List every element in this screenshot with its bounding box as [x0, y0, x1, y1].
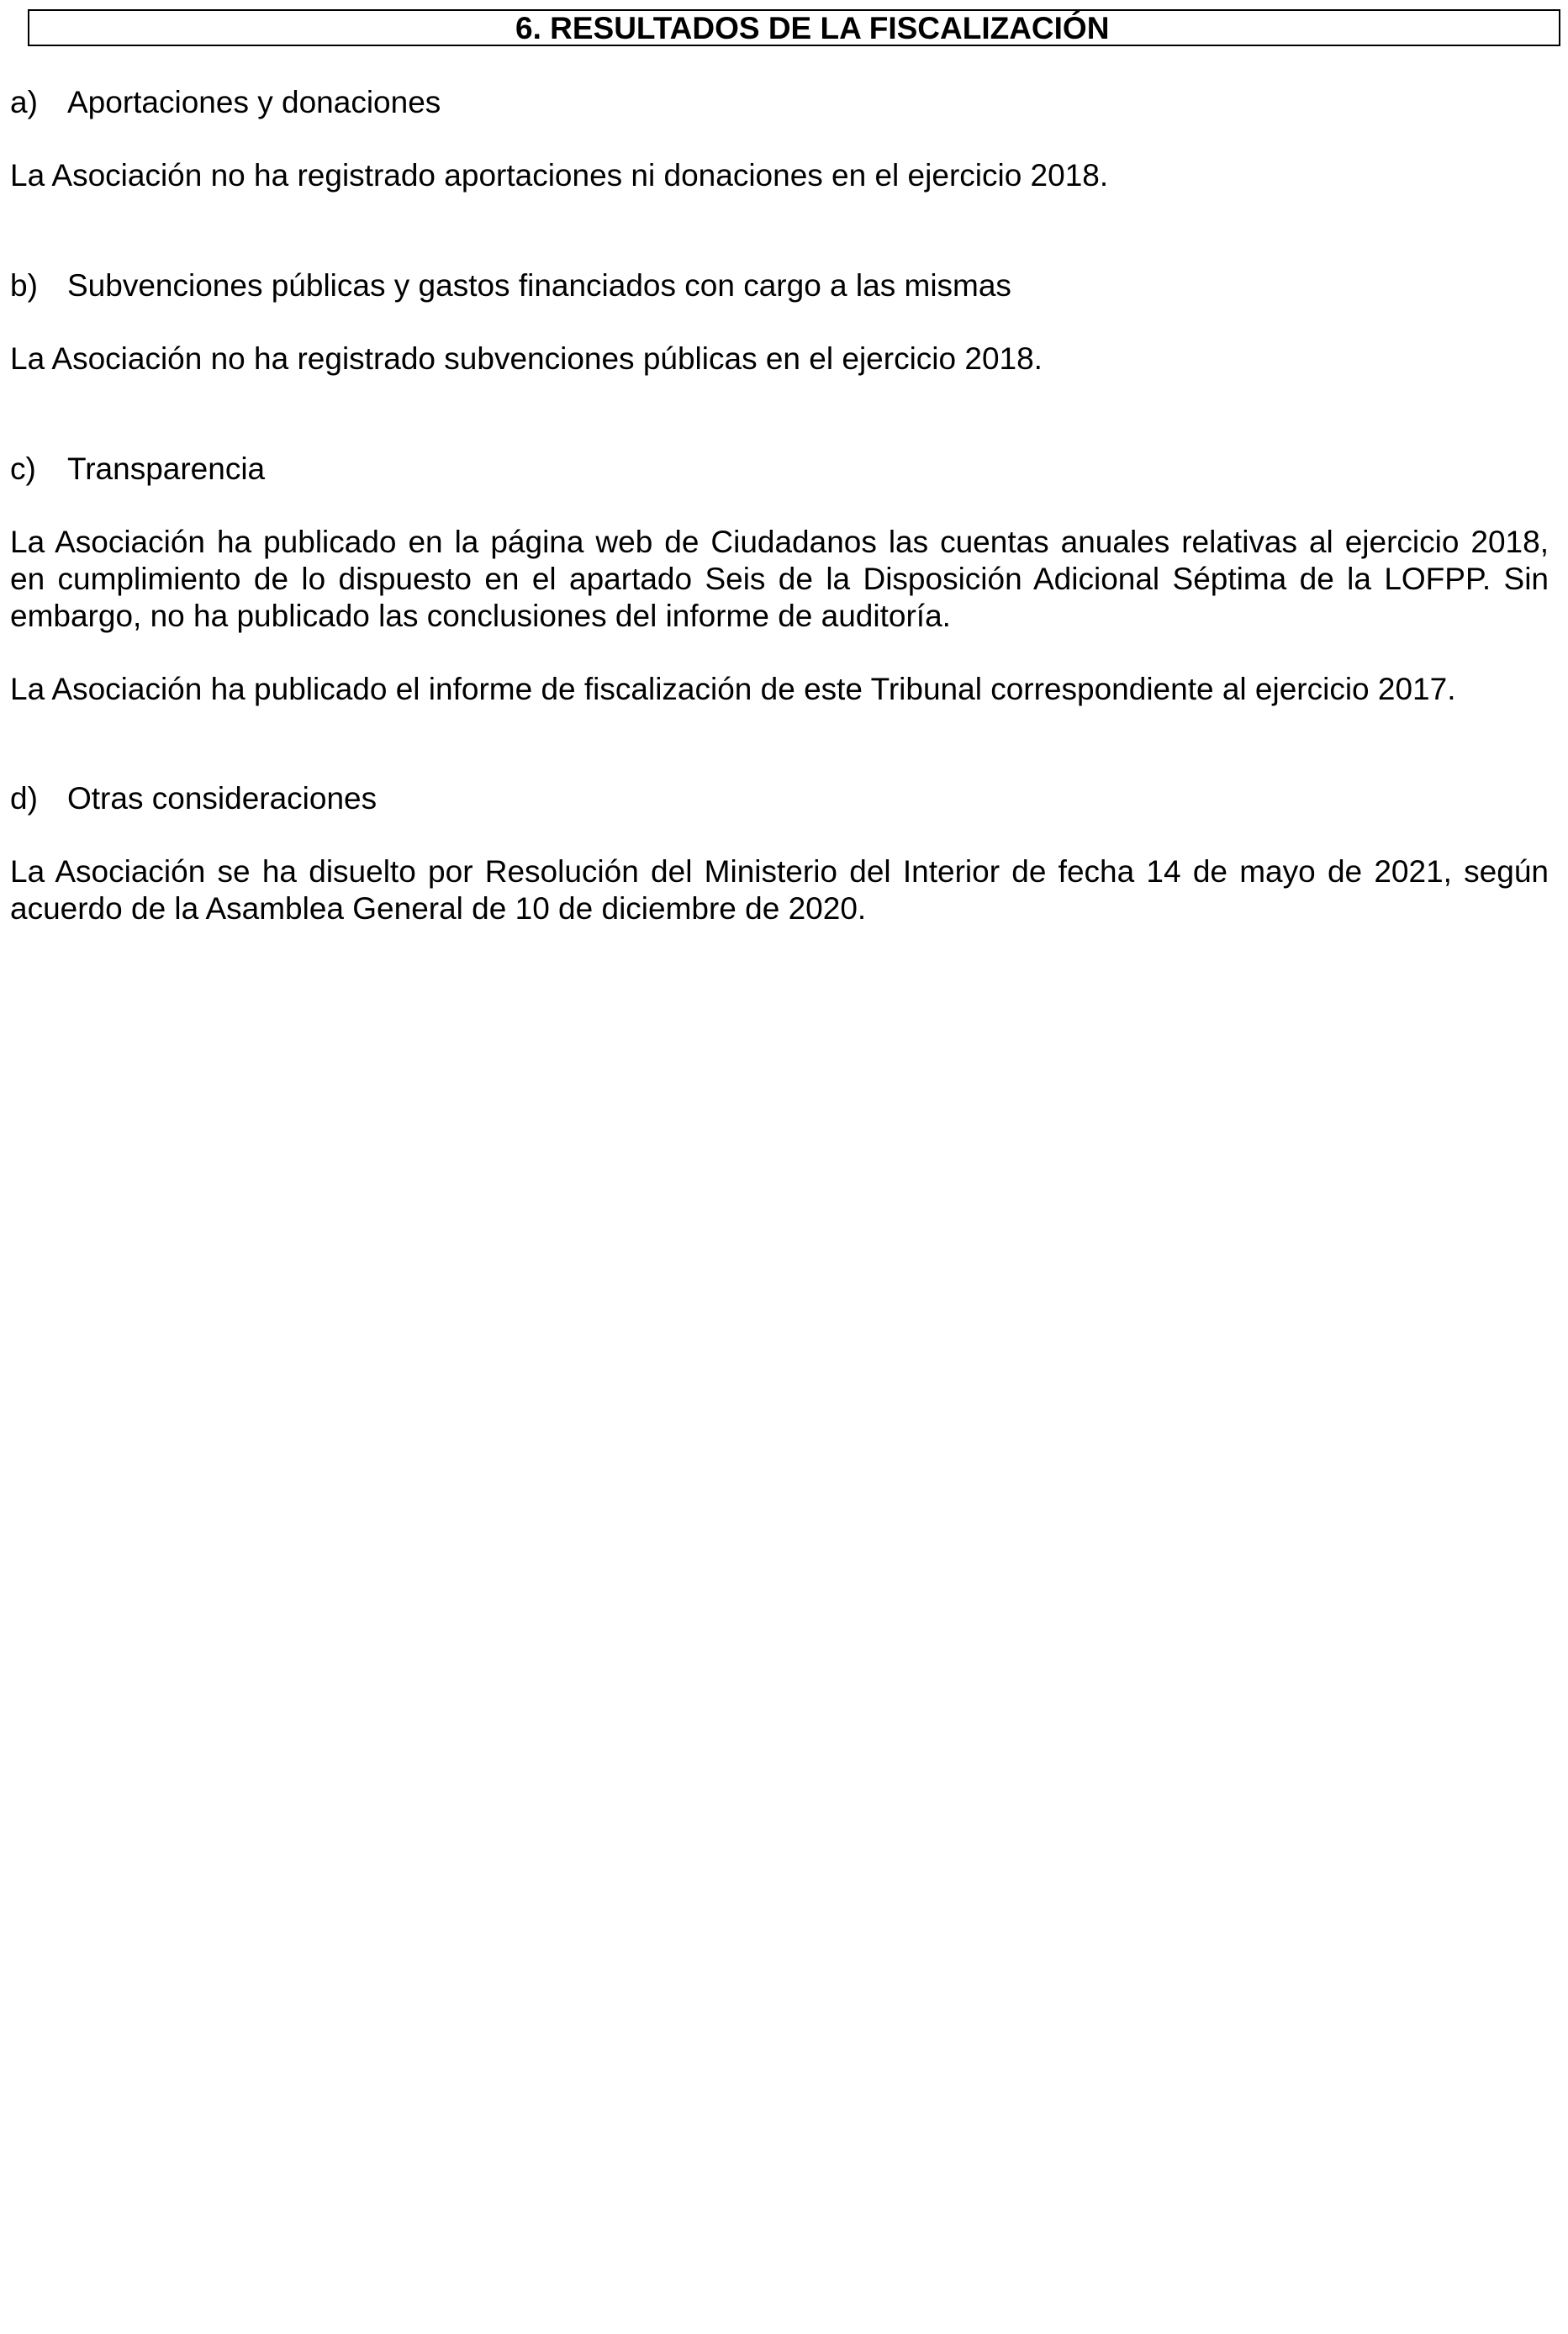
heading-c-letter: c): [10, 451, 36, 486]
paragraph-c-1: [10, 524, 1549, 635]
heading-a: [10, 84, 441, 121]
section-title-box: [28, 9, 1560, 46]
section-title: 6. RESULTADOS DE LA FISCALIZACIÓN: [515, 11, 1110, 45]
heading-d: [10, 780, 377, 817]
heading-b: [10, 267, 1011, 304]
paragraph-b-1: [10, 341, 1549, 378]
heading-b-letter: b): [10, 268, 38, 303]
heading-c-text: Transparencia: [67, 451, 266, 486]
paragraph-c-2: [10, 671, 1549, 708]
paragraph-d-1: [10, 853, 1549, 927]
paragraph-line: La Asociación se ha disuelto por Resolución del Ministerio del Interior de fecha 14 de mayo de 2021, según: [10, 854, 1549, 889]
paragraph-line: acuerdo de la Asamblea General de 10 de diciembre de 2020.: [10, 891, 867, 926]
paragraph-line: La Asociación no ha registrado subvenciones públicas en el ejercicio 2018.: [10, 341, 1043, 376]
heading-c: [10, 451, 265, 488]
paragraph-line: embargo, no ha publicado las conclusiones del informe de auditoría.: [10, 599, 951, 633]
paragraph-a-1: [10, 157, 1549, 194]
heading-a-letter: a): [10, 85, 38, 119]
paragraph-line: La Asociación ha publicado en la página web de Ciudadanos las cuentas anuales relativas al ejercicio 2018,: [10, 525, 1549, 559]
heading-a-text: Aportaciones y donaciones: [67, 85, 441, 119]
heading-b-text: Subvenciones públicas y gastos financiados con cargo a las mismas: [67, 268, 1011, 303]
paragraph-line: La Asociación no ha registrado aportaciones ni donaciones en el ejercicio 2018.: [10, 158, 1109, 193]
paragraph-line: en cumplimiento de lo dispuesto en el apartado Seis de la Disposición Adicional Séptima de la LOFPP. Sin: [10, 562, 1549, 596]
heading-d-text: Otras consideraciones: [67, 781, 377, 816]
paragraph-line: La Asociación ha publicado el informe de fiscalización de este Tribunal correspondiente al ejercicio 2017.: [10, 672, 1456, 706]
heading-d-letter: d): [10, 781, 38, 816]
